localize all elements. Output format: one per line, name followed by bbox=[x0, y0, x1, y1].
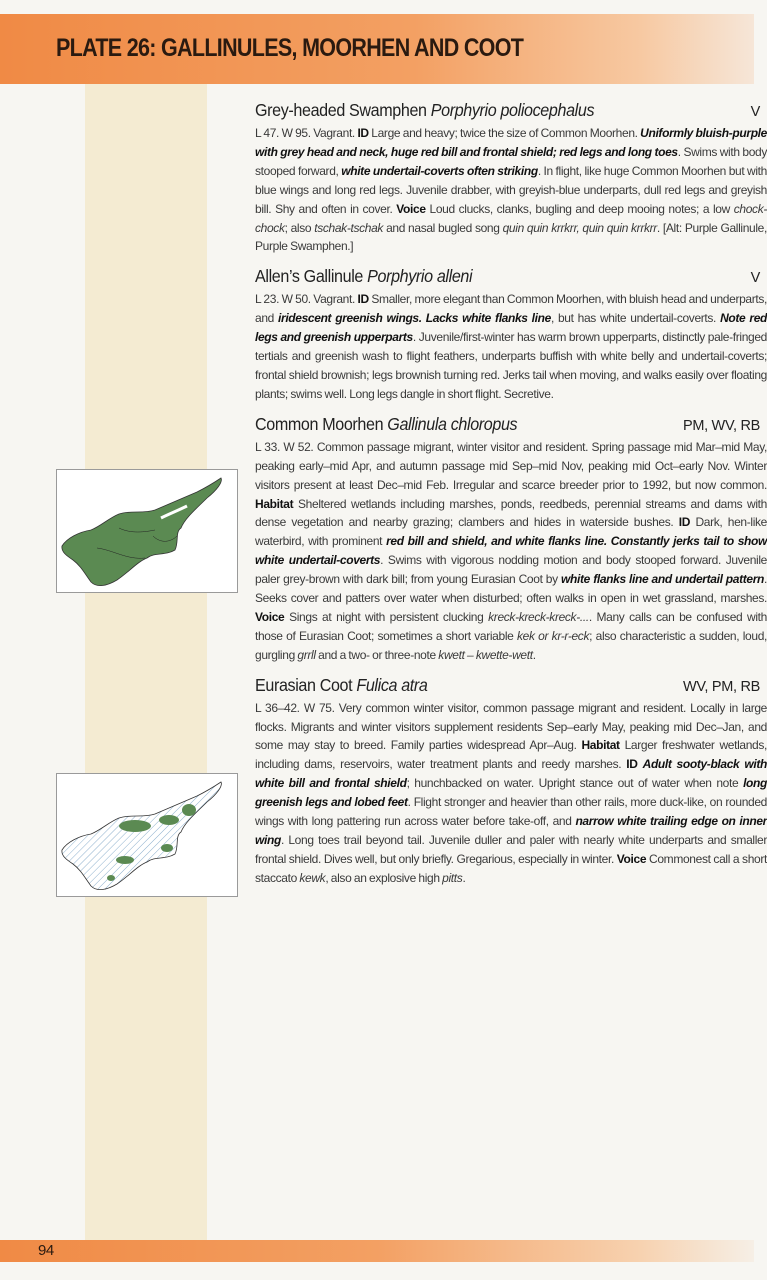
text-run: Sheltered wetlands including marshes, ponds, reedbeds, perennial streams and dams with dense vegetation and nearby grazing; clambers and hides in waterside bushes. bbox=[255, 496, 767, 530]
text-run: , but has white undertail-coverts. bbox=[550, 311, 721, 326]
text-run: and a two- or three-note bbox=[315, 647, 439, 662]
species-heading bbox=[255, 266, 760, 287]
plate-header bbox=[0, 14, 754, 84]
text-run: ID bbox=[626, 757, 638, 772]
text-run: . Seeks cover and patters over water when disturbed; often walks in open in wet grassland, marshes. bbox=[255, 572, 767, 606]
text-run: tschak-tschak bbox=[314, 220, 384, 235]
page-number: 94 bbox=[38, 1242, 54, 1259]
text-run: long greenish legs and lobed feet bbox=[255, 776, 767, 810]
text-run: Habitat bbox=[255, 496, 294, 511]
text-run: . Swims with body stooped forward, bbox=[255, 144, 767, 178]
text-run: white undertail-coverts often striking bbox=[341, 163, 538, 178]
plate-title: PLATE 26: GALLINULES, MOORHEN AND COOT bbox=[56, 34, 524, 62]
status-code: PM, WV, RB bbox=[682, 417, 760, 434]
status-code: WV, PM, RB bbox=[682, 678, 760, 695]
text-run: ID bbox=[357, 126, 369, 140]
text-run: grrll bbox=[297, 647, 316, 662]
text-run: chock-chock bbox=[255, 201, 767, 235]
species-name: Allen’s Gallinule Porphyrio alleni bbox=[255, 266, 473, 287]
scientific-name: Fulica atra bbox=[356, 674, 428, 695]
text-run: iridescent greenish wings. Lacks white flanks line bbox=[278, 311, 551, 326]
text-run: Habitat bbox=[581, 738, 620, 753]
text-run: L 36–42. W 75. Very common winter visitor, common passage migrant and resident. Locally in large flocks. Migrants and winter visitors supplement residents Sep–early May, peaking mid Dec–Jan, and some may stay to breed. Family parties widespread Apr–Aug. bbox=[255, 700, 767, 753]
text-run: . Swims with vigorous nodding motion and body stooped forward. Juvenile paler grey-brown with dark bill; from young Eurasian Coot by bbox=[255, 553, 767, 587]
coot-distribution-map bbox=[56, 773, 238, 897]
text-run: Commonest call a short staccato bbox=[255, 851, 767, 885]
scientific-name: Gallinula chloropus bbox=[387, 413, 518, 434]
text-run: white flanks line and undertail pattern bbox=[561, 572, 765, 587]
species-description bbox=[255, 124, 767, 256]
text-run: quin quin krrkrr, quin quin krrkrr bbox=[502, 220, 657, 235]
text-run: . Flight stronger and heavier than other rails, more duck-like, on rounded wings with long pattering run across water before take-off, and bbox=[255, 795, 767, 829]
scientific-name: Porphyrio poliocephalus bbox=[430, 100, 595, 120]
species-heading bbox=[255, 674, 760, 696]
text-run: . bbox=[462, 870, 466, 885]
scientific-name: Porphyrio alleni bbox=[367, 266, 473, 287]
text-run: ; also characteristic a sudden, loud, gurgling bbox=[255, 628, 767, 662]
species-account-eurasian-coot bbox=[255, 674, 767, 888]
text-run: L 47. W 95. Vagrant. bbox=[255, 126, 358, 140]
text-run: narrow white trailing edge on inner wing bbox=[255, 814, 767, 847]
text-run: ; hunchbacked on water. Upright stance out of water when note bbox=[406, 776, 744, 791]
text-run: kreck-kreck-kreck-... bbox=[488, 609, 589, 624]
species-description bbox=[255, 290, 767, 403]
status-code: V bbox=[750, 104, 760, 120]
species-name: Eurasian Coot Fulica atra bbox=[255, 674, 428, 695]
left-margin-band bbox=[85, 84, 207, 1240]
coot-map-graphic bbox=[57, 774, 237, 896]
text-run: , also an explosive high bbox=[325, 870, 443, 885]
text-run: pitts bbox=[442, 870, 463, 885]
text-run: . bbox=[532, 647, 536, 662]
species-name: Common Moorhen Gallinula chloropus bbox=[255, 413, 518, 434]
text-run: ID bbox=[357, 292, 369, 307]
text-run: L 23. W 50. Vagrant. bbox=[255, 292, 358, 307]
text-run: . Juvenile/first-winter has warm brown upperparts, distinctly pale-fringed tertials and greenish wash to flight feathers, underparts buffish with white belly and undertail-coverts; frontal shield brownish; legs brownish turning red. Jerks tail when moving, and walks easily over floating plants; swims well. Long legs dangle in short flight. Secretive. bbox=[255, 330, 767, 401]
text-run: Voice bbox=[255, 609, 285, 624]
text-run: kwett – kwette-wett bbox=[438, 647, 533, 662]
species-heading bbox=[255, 100, 760, 121]
text-run: L 33. W 52. Common passage migrant, winter visitor and resident. Spring passage mid Mar–mid May, peaking early–mid Apr, and autumn passage mid Sep–mid Nov, peaking mid Oct–early Nov. Winter visitors present at least Dec–mid Feb. Irregular and scarce breeder prior to 1992, but now common. bbox=[255, 439, 767, 492]
text-run: . In flight, like huge Common Moorhen but with blue wings and long red legs. Juvenile drabber, with greyish-blue underparts, dull red legs and greyish bill. Shy and often in cover. bbox=[255, 163, 767, 216]
page-footer bbox=[0, 1240, 754, 1262]
species-account-allens-gallinule bbox=[255, 266, 767, 403]
text-run: . [Alt: Purple Gallinule, Purple Swamphen.] bbox=[255, 220, 767, 254]
text-run: ID bbox=[678, 515, 691, 530]
moorhen-map-graphic bbox=[57, 470, 237, 592]
text-run: Adult sooty-black with white bill and frontal shield bbox=[255, 757, 767, 791]
text-run: Note red legs and greenish upperparts bbox=[255, 311, 767, 345]
text-run: and nasal bugled song bbox=[383, 220, 503, 235]
text-run: red bill and shield, and white flanks line. Constantly jerks tail to show white undertail-coverts bbox=[255, 534, 767, 568]
text-run: ; also bbox=[284, 220, 315, 235]
species-heading bbox=[255, 413, 760, 435]
text-run: Loud clucks, clanks, bugling and deep mooing notes; a low bbox=[425, 201, 734, 216]
species-account-common-moorhen bbox=[255, 413, 767, 665]
species-account-grey-headed-swamphen bbox=[255, 100, 767, 256]
cyprus-outline-coot bbox=[62, 782, 221, 890]
species-accounts bbox=[255, 100, 767, 1200]
species-description bbox=[255, 438, 767, 665]
status-code: V bbox=[750, 270, 760, 287]
species-name: Grey-headed Swamphen Porphyrio poliocephalus bbox=[255, 100, 595, 120]
text-run: Smaller, more elegant than Common Moorhen, with bluish head and underparts, and bbox=[255, 292, 767, 326]
text-run: Uniformly bluish-purple with grey head and neck, huge red bill and frontal shield; red legs and long toes bbox=[255, 126, 767, 159]
text-run: Sings at night with persistent clucking bbox=[284, 609, 489, 624]
text-run: . Many calls can be confused with those of Eurasian Coot; sometimes a short variable bbox=[255, 609, 767, 643]
text-run: Large and heavy; twice the size of Common Moorhen. bbox=[368, 126, 641, 140]
moorhen-distribution-map bbox=[56, 469, 238, 593]
species-description bbox=[255, 699, 767, 888]
text-run: kek or kr-r-eck bbox=[517, 628, 590, 643]
text-run: kewk bbox=[299, 870, 326, 885]
text-run: Larger freshwater wetlands, including dams, reservoirs, water treatment plants and reedy marshes. bbox=[255, 738, 767, 772]
text-run: Voice bbox=[396, 201, 426, 216]
text-run: Dark, hen-like waterbird, with prominent bbox=[255, 515, 767, 549]
text-run: . Long toes trail beyond tail. Juvenile duller and paler with nearly white underparts and smaller frontal shield. Dives well, but only briefly. Gregarious, especially in winter. bbox=[255, 833, 767, 866]
text-run: Voice bbox=[616, 851, 647, 866]
